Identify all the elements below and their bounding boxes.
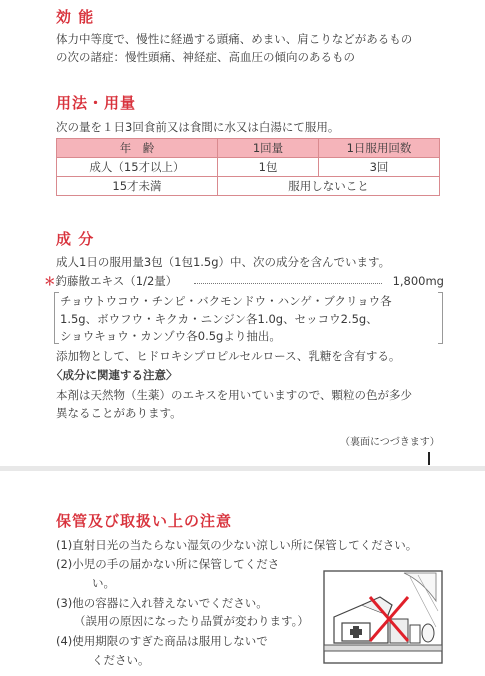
storage-item-4-cont: ください。	[92, 653, 150, 667]
storage-item-4: (4)使用期限のすぎた商品は服用しないで	[56, 634, 268, 648]
bracket-line-1: チョウトウコウ・チンピ・バクモンドウ・ハンゲ・ブクリョウ各	[60, 294, 392, 308]
table-cell: 1包	[218, 158, 319, 177]
extract-amount: 1,800mg	[392, 274, 444, 288]
dosage-table	[56, 138, 440, 196]
table-row	[57, 177, 440, 196]
ingredients-heading: 成 分	[56, 230, 95, 248]
dosage-heading: 用法・用量	[56, 94, 137, 112]
ingredient-note-line-1: 本剤は天然物（生薬）のエキスを用いていますので、顆粒の色が多少	[56, 388, 413, 402]
storage-illustration	[318, 567, 446, 667]
storage-item-3: (3)他の容器に入れ替えないでください。	[56, 596, 268, 610]
dosage-intro: 次の量を１日3回食前又は食間に水又は白湯にて服用。	[56, 120, 340, 134]
extract-name: 釣藤散エキス（1/2量）	[55, 274, 178, 288]
bracket-left	[54, 292, 59, 344]
leader-dots	[194, 283, 382, 284]
bracket-line-3: ショウキョウ・カンゾウ各0.5gより抽出。	[60, 329, 281, 343]
ingredients-intro: 成人1日の服用量3包（1包1.5g）中、次の成分を含んでいます。	[56, 255, 391, 269]
additives-text: 添加物として、ヒドロキシプロピルセルロース、乳糖を含有する。	[56, 349, 401, 363]
ingredient-note-heading: 〈成分に関連する注意〉	[51, 368, 178, 382]
efficacy-line-2: の次の諸症：慢性頭痛、神経症、高血圧の傾向のあるもの	[56, 50, 355, 64]
storage-item-1: (1)直射日光の当たらない湿気の少ない涼しい所に保管してください。	[56, 538, 418, 552]
efficacy-line-1: 体力中等度で、慢性に経過する頭痛、めまい、肩こりなどがあるもの	[56, 32, 413, 46]
ingredient-note-line-2: 異なることがあります。	[56, 406, 182, 420]
storage-item-3-note: （誤用の原因になったり品質が変わります。）	[74, 614, 309, 628]
storage-item-2: (2)小児の手の届かない所に保管してくださ	[56, 557, 280, 571]
table-cell: 3回	[319, 158, 440, 177]
extract-mark: ＊	[44, 274, 56, 288]
page-divider	[0, 466, 485, 471]
table-header-times: 1日服用回数	[319, 139, 440, 158]
table-cell: 服用しないこと	[218, 177, 440, 196]
continued-note: （裏面につづきます）	[340, 437, 440, 448]
bracket-right	[438, 292, 443, 344]
storage-item-2-cont: い。	[92, 576, 115, 590]
table-header-dose: 1回量	[218, 139, 319, 158]
extract-line	[44, 274, 444, 288]
table-header-age: 年 齢	[57, 139, 218, 158]
cut-mark	[428, 452, 430, 465]
table-row	[57, 158, 440, 177]
table-cell: 成人（15才以上）	[57, 158, 218, 177]
dosage-table-header	[57, 139, 440, 158]
efficacy-heading: 効 能	[56, 8, 95, 26]
bracket-line-2: 1.5g、ボウフウ・キクカ・ニンジン各1.0g、セッコウ2.5g、	[60, 312, 378, 326]
storage-heading: 保管及び取扱い上の注意	[56, 512, 233, 530]
table-cell: 15才未満	[57, 177, 218, 196]
